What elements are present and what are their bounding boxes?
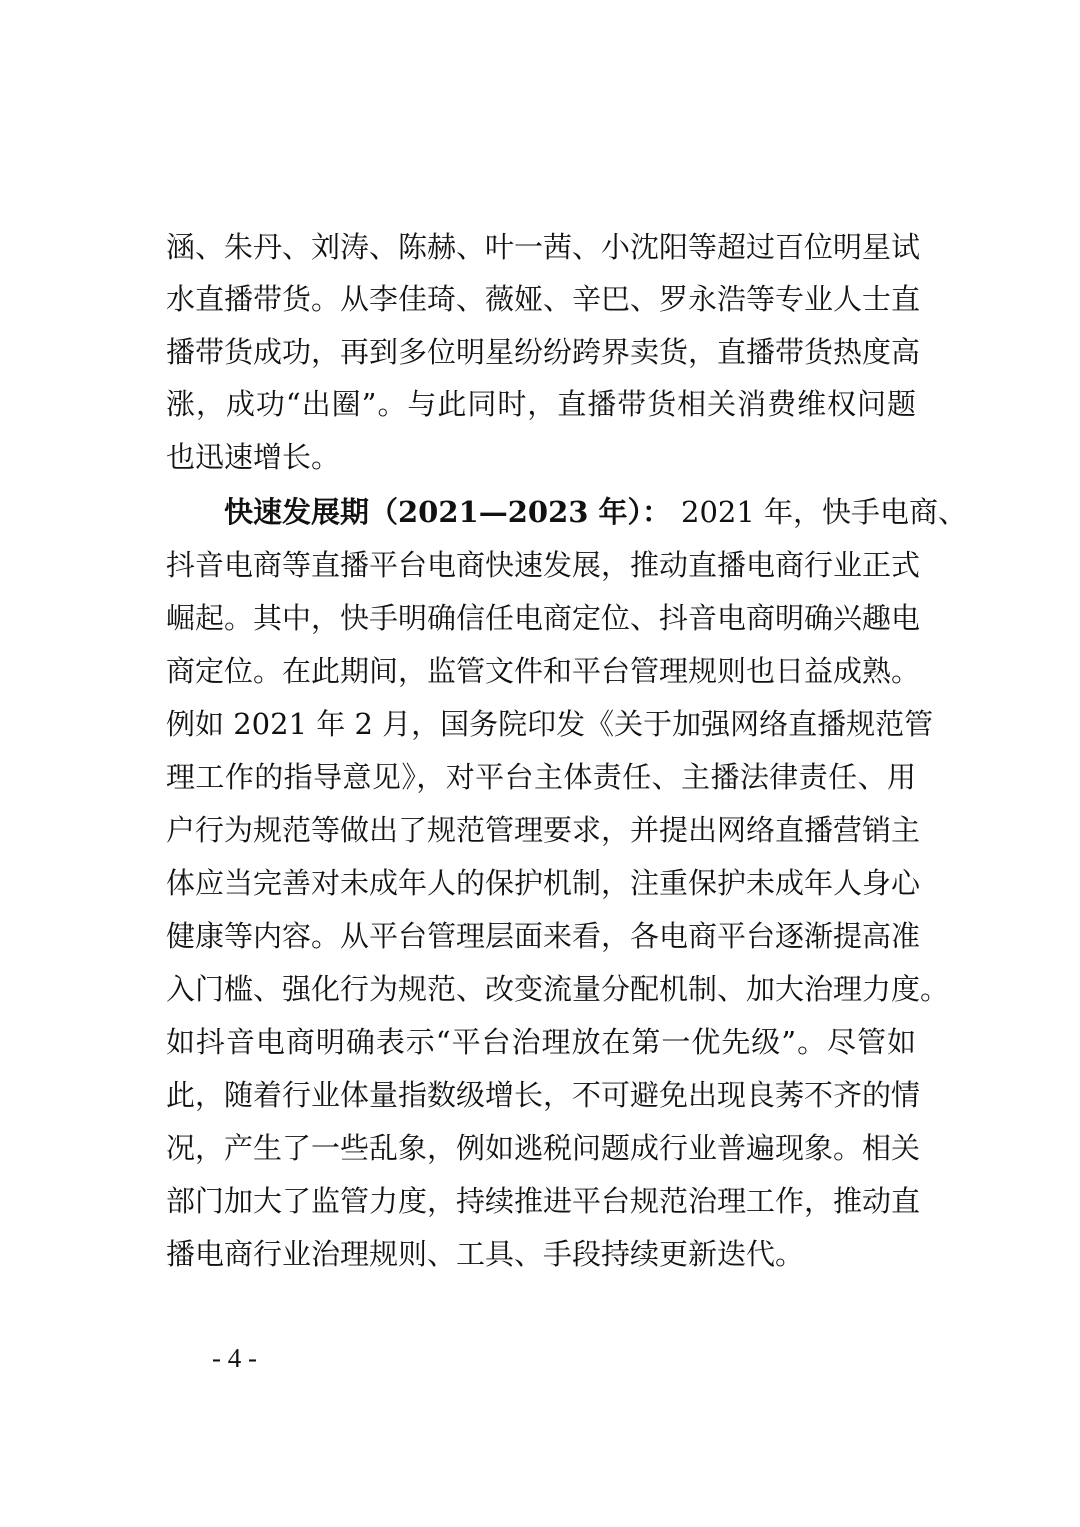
paragraph2-line-7: 户行为规范等做出了规范管理要求，并提出网络直播营销主 — [166, 813, 921, 847]
paragraph1-line-3: 播带货成功，再到多位明星纷纷跨界卖货，直播带货热度高 — [166, 335, 921, 369]
paragraph2-line-5: 例如 2021 年 2 月，国务院印发《关于加强网络直播规范管 — [166, 707, 934, 741]
paragraph2-first-line-text: 2021 年，快手电商、 — [681, 495, 968, 529]
paragraph2-line-8: 体应当完善对未成年人的保护机制，注重保护未成年人身心 — [166, 866, 921, 900]
paragraph2-line-10: 入门槛、强化行为规范、改变流量分配机制、加大治理力度。 — [166, 972, 950, 1006]
section-heading: 快速发展期（2021—2023 年）： — [224, 495, 672, 529]
paragraph2-line-15: 播电商行业治理规则、工具、手段持续更新迭代。 — [166, 1237, 805, 1271]
paragraph1-line-5: 也迅速增长。 — [166, 440, 341, 474]
paragraph1-line-2: 水直播带货。从李佳琦、薇娅、辛巴、罗永浩等专业人士直 — [166, 282, 921, 316]
paragraph1-line-4: 涨，成功“出圈”。与此同时，直播带货相关消费维权问题 — [166, 387, 916, 421]
paragraph2-line-6: 理工作的指导意见》，对平台主体责任、主播法律责任、用 — [166, 760, 916, 794]
paragraph2-line-3: 崛起。其中，快手明确信任电商定位、抖音电商明确兴趣电 — [166, 601, 921, 635]
paragraph2-line-2: 抖音电商等直播平台电商快速发展，推动直播电商行业正式 — [166, 548, 921, 582]
paragraph1-line-1: 涵、朱丹、刘涛、陈赫、叶一茜、小沈阳等超过百位明星试 — [166, 230, 921, 264]
page-number: - 4 - — [212, 1343, 257, 1373]
paragraph2-line-12: 此，随着行业体量指数级增长，不可避免出现良莠不齐的情 — [166, 1078, 921, 1112]
paragraph2-line-9: 健康等内容。从平台管理层面来看，各电商平台逐渐提高准 — [166, 919, 921, 953]
paragraph2-first-line — [224, 492, 968, 532]
paragraph2-line-13: 况，产生了一些乱象，例如逃税问题成行业普遍现象。相关 — [166, 1131, 921, 1165]
paragraph2-line-11: 如抖音电商明确表示“平台治理放在第一优先级”。尽管如 — [166, 1025, 916, 1059]
paragraph2-line-14: 部门加大了监管力度，持续推进平台规范治理工作，推动直 — [166, 1184, 921, 1218]
paragraph2-line-4: 商定位。在此期间，监管文件和平台管理规则也日益成熟。 — [166, 654, 921, 688]
